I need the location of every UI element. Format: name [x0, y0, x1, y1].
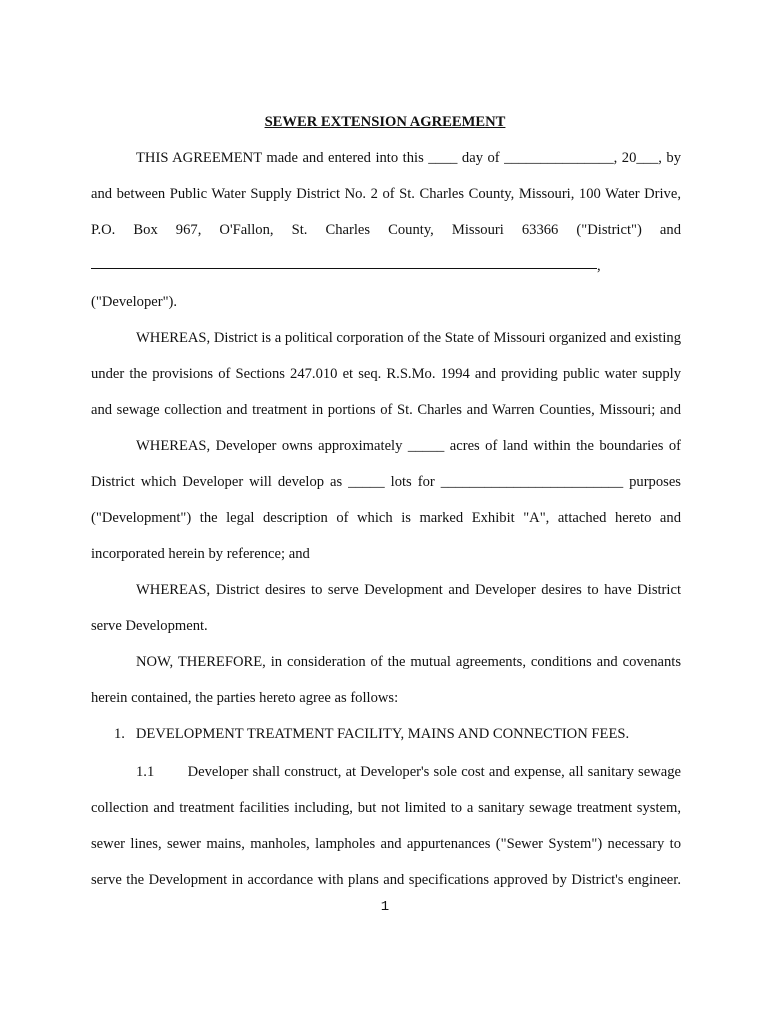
- whereas-1-line-2: under the provisions of Sections 247.010 et seq. R.S.Mo. 1994 and providing public water supply: [91, 366, 681, 382]
- developer-blank-comma: ,: [597, 258, 601, 274]
- page-number: 1: [380, 899, 390, 915]
- developer-label: ("Developer").: [91, 294, 178, 310]
- intro-line-2: and between Public Water Supply District No. 2 of St. Charles County, Missouri, 100 Water Drive,: [91, 186, 681, 202]
- whereas-2-line-1: WHEREAS, Developer owns approximately _____ acres of land within the boundaries of: [136, 438, 681, 454]
- intro-line-3: P.O. Box 967, O'Fallon, St. Charles County, Missouri 63366 ("District") and: [91, 222, 681, 238]
- section-1-1-line-2: collection and treatment facilities including, but not limited to a sanitary sewage treatment system,: [91, 800, 681, 816]
- section-1-heading: 1. DEVELOPMENT TREATMENT FACILITY, MAINS AND CONNECTION FEES.: [114, 726, 630, 742]
- whereas-2-line-3: ("Development") the legal description of which is marked Exhibit "A", attached hereto and: [91, 510, 681, 526]
- section-1-1-line-1: 1.1 Developer shall construct, at Developer's sole cost and expense, all sanitary sewage: [136, 764, 681, 780]
- document-title: SEWER EXTENSION AGREEMENT: [264, 114, 506, 130]
- whereas-2-line-4: incorporated herein by reference; and: [91, 546, 310, 562]
- now-therefore-line-1: NOW, THEREFORE, in consideration of the mutual agreements, conditions and covenants: [136, 654, 681, 670]
- section-1-1-line-4: serve the Development in accordance with plans and specifications approved by District's engineer.: [91, 872, 681, 888]
- intro-line-1: THIS AGREEMENT made and entered into this ____ day of _______________, 20___, by: [136, 150, 681, 166]
- whereas-1-line-3: and sewage collection and treatment in portions of St. Charles and Warren Counties, Missouri; and: [91, 402, 681, 418]
- developer-name-blank: [91, 268, 597, 269]
- whereas-3-line-1: WHEREAS, District desires to serve Development and Developer desires to have District: [136, 582, 681, 598]
- whereas-3-line-2: serve Development.: [91, 618, 208, 634]
- now-therefore-line-2: herein contained, the parties hereto agree as follows:: [91, 690, 399, 706]
- whereas-2-line-2: District which Developer will develop as _____ lots for _________________________ purposes: [91, 474, 681, 490]
- section-1-1-line-3: sewer lines, sewer mains, manholes, lampholes and appurtenances ("Sewer System") necessary to: [91, 836, 681, 852]
- whereas-1-line-1: WHEREAS, District is a political corporation of the State of Missouri organized and existing: [136, 330, 681, 346]
